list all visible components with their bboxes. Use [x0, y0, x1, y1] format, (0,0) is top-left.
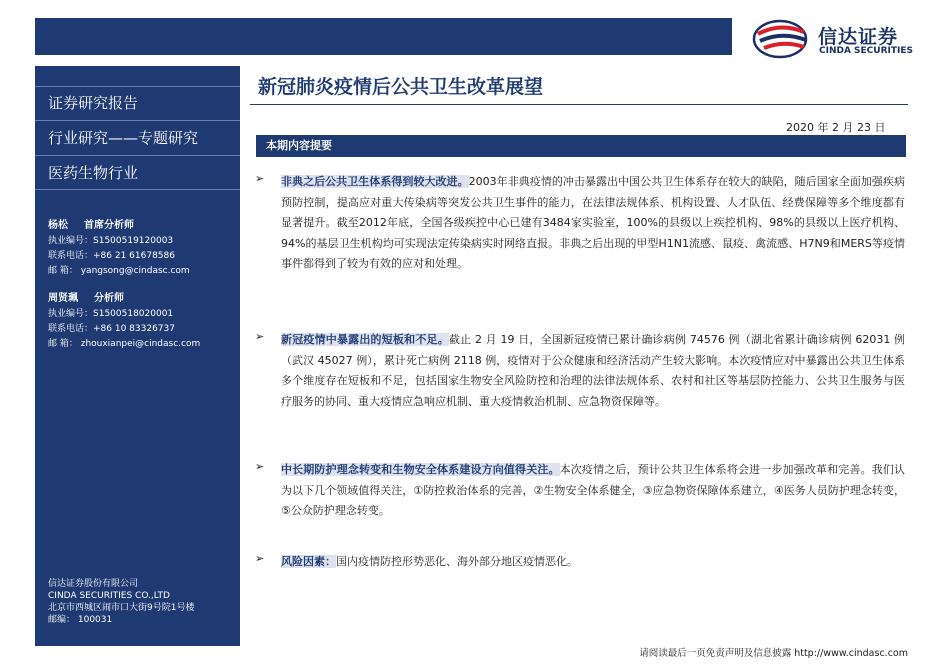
company-name-cn: 信达证券股份有限公司 — [48, 579, 139, 589]
point-highlight: 新冠疫情中暴露出的短板和不足。 — [281, 333, 449, 346]
analyst-name: 周贤珮 — [48, 293, 78, 304]
point-highlight: 风险因素： — [281, 555, 336, 568]
point-text: 2003年非典疫情的冲击暴露出中国公共卫生体系存在较大的缺陷，随后国家全面加强疾病预防控制，提高应对重大传染病等突发公共卫生事件的能力，在法律法规体系、机构设置、人才队伍、经费保障等多个维度都有显著提升。截至2012年底，全国各级疾控中心已建有3484家实验室，100%的县级以上疾控机构、98%的县级以上医疗机构、94%的基层卫生机构均可实现法定传染病实时网络直报。非典之后出现的甲型H1N1流感、鼠疫、禽流感、H7N9和MERS等疫情事件都得到了较为有效的应对和处理。 — [281, 175, 906, 270]
company-name-en: CINDA SECURITIES CO.,LTD — [48, 591, 170, 601]
analyst-card — [48, 291, 200, 352]
bullet-arrow-icon: ➢ — [255, 330, 265, 343]
analyst-role: 首席分析师 — [84, 220, 134, 231]
brand-name-cn: 信达证券 — [818, 26, 899, 48]
analyst-card — [48, 218, 190, 279]
sidebar — [35, 66, 240, 646]
sidebar-divider — [35, 189, 240, 190]
point-text: 本次疫情之后，预计公共卫生体系将会进一步加强改革和完善。我们认为以下几个领域值得关注，①防控救治体系的完善，②生物安全体系健全，③应急物资保障体系建立，④医务人员防护理念转变，⑤公众防护理念转变。 — [281, 463, 906, 517]
analyst-email[interactable]: 邮 箱： yangsong@cindasc.com — [48, 266, 190, 276]
summary-point — [255, 330, 905, 412]
brand-name-en: CINDA SECURITIES — [819, 46, 913, 56]
bullet-arrow-icon: ➢ — [255, 172, 265, 185]
sidebar-divider — [35, 86, 240, 87]
report-title: 新冠肺炎疫情后公共卫生改革展望 — [258, 76, 544, 98]
sidebar-category-research-type: 行业研究——专题研究 — [48, 129, 199, 147]
analyst-name: 杨松 — [48, 220, 68, 231]
summary-heading: 本期内容提要 — [256, 135, 906, 157]
point-text: 国内疫情防控形势恶化、海外部分地区疫情恶化。 — [336, 555, 578, 568]
header-bar — [35, 18, 732, 55]
point-text: 截止 2 月 19 日，全国新冠疫情已累计确诊病例 74576 例（湖北省累计确诊病例 62031 例（武汉 45027 例），累计死亡病例 2118 例，疫情对于公众健康和经济活动产生较大影响。本次疫情应对中暴露出公共卫生体系多个维度存在短板和不足，包括国家生物安全风险防控和治理的法律法规体系、农村和社区等基层防控能力、公共卫生服务与医疗服务的协同、重大疫情应急响应机制、重大疫情救治机制、应急物资保障等。 — [281, 333, 906, 408]
logo-mark-icon — [752, 18, 814, 60]
sidebar-category-industry: 医药生物行业 — [48, 164, 139, 182]
summary-point — [255, 172, 905, 275]
company-info — [48, 578, 194, 626]
summary-point — [255, 460, 905, 522]
analyst-license: 执业编号：S1500518020001 — [48, 309, 174, 319]
sidebar-divider — [35, 155, 240, 156]
company-address: 北京市西城区闹市口大街9号院1号楼 — [48, 603, 195, 613]
point-highlight: 非典之后公共卫生体系得到较大改进。 — [281, 175, 469, 188]
bullet-arrow-icon: ➢ — [255, 460, 265, 473]
sidebar-divider — [35, 120, 240, 121]
summary-point — [255, 552, 905, 573]
analyst-role: 分析师 — [94, 293, 124, 304]
report-date: 2020 年 2 月 23 日 — [786, 121, 886, 134]
analyst-email[interactable]: 邮 箱： zhouxianpei@cindasc.com — [48, 339, 201, 349]
brand-logo — [752, 18, 927, 60]
analyst-license: 执业编号：S1500519120003 — [48, 236, 174, 246]
bullet-arrow-icon: ➢ — [255, 552, 265, 565]
title-divider — [250, 104, 908, 105]
footer-disclaimer[interactable]: 请阅读最后一页免责声明及信息披露 http://www.cindasc.com — [639, 648, 908, 659]
sidebar-category-report-type: 证券研究报告 — [48, 94, 139, 112]
analyst-phone: 联系电话：+86 10 83326737 — [48, 324, 175, 334]
analyst-phone: 联系电话：+86 21 61678586 — [48, 251, 175, 261]
point-highlight: 中长期防护理念转变和生物安全体系建设方向值得关注。 — [281, 463, 560, 476]
company-postcode: 邮编： 100031 — [48, 615, 113, 625]
